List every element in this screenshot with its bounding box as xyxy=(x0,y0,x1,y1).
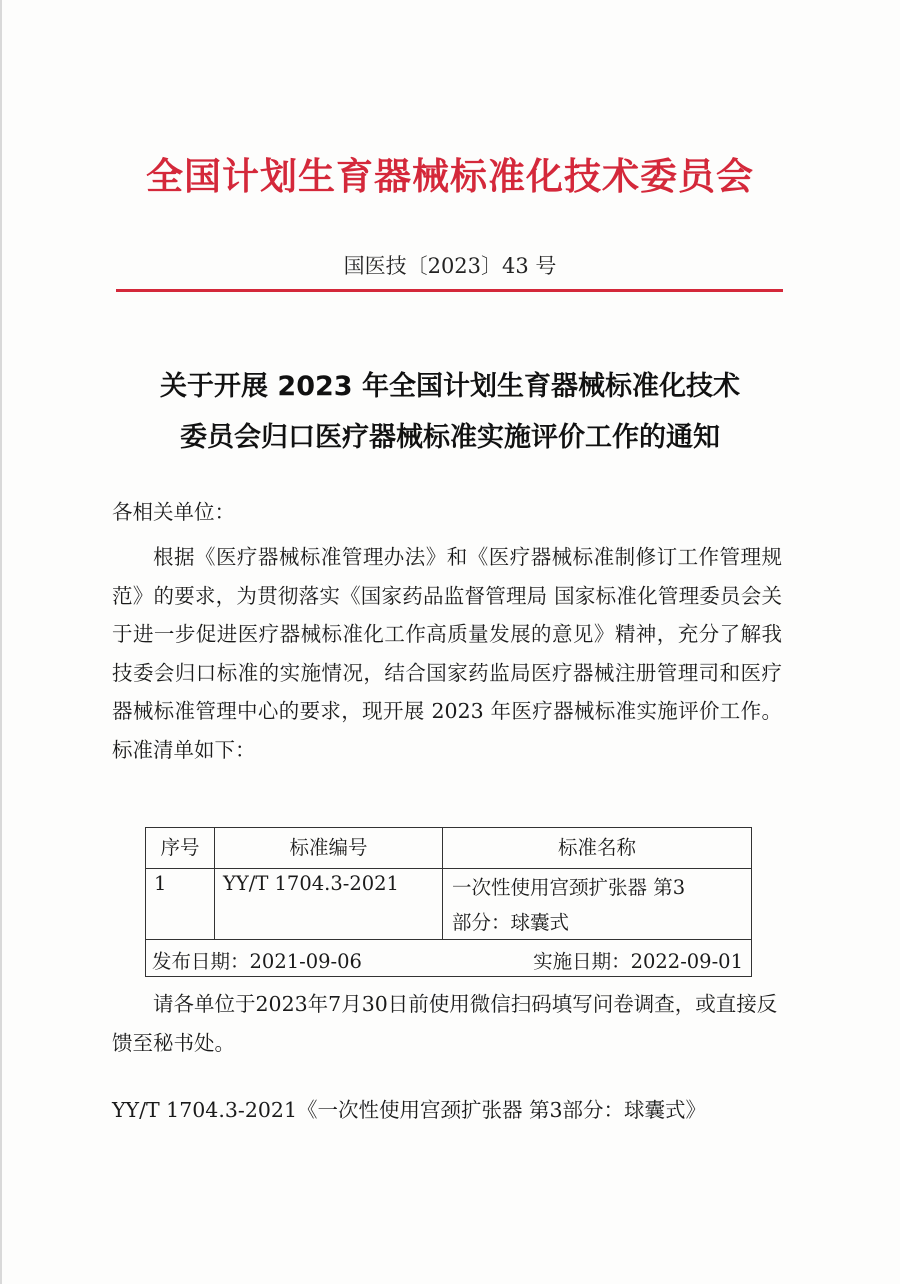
letterhead-org-name: 全国计划生育器械标准化技术委员会 xyxy=(146,154,754,198)
notice-title-line-1: 关于开展 2023 年全国计划生育器械标准化技术 xyxy=(160,371,740,402)
followup-paragraph: 请各单位于2023年7月30日前使用微信扫码填写问卷调查，或直接反馈至秘书处。 xyxy=(112,992,778,1055)
body-paragraph: 根据《医疗器械标准管理办法》和《医疗器械标准制修订工作管理规范》的要求，为贯彻落实《国家药品监督管理局 国家标准化管理委员会关于进一步促进医疗器械标准化工作高质量发展的意见》精神，充分了解我技委会归口标准的实施情况，结合国家药监局医疗器械注册管理司和医疗器械标准管理中心的要求，现开展 2023 年医疗器械标准实施评价工作。标准清单如下： xyxy=(112,545,782,762)
table-row-name-line-1: 一次性使用宫颈扩张器 第3 xyxy=(452,876,686,899)
table-row-seq: 1 xyxy=(154,872,167,895)
salutation: 各相关单位： xyxy=(112,500,235,524)
table-header-code: 标准编号 xyxy=(289,836,368,859)
effective-date: 实施日期：2022-09-01 xyxy=(533,950,743,973)
table-divider xyxy=(146,868,751,869)
standards-table xyxy=(145,827,752,977)
table-header-name: 标准名称 xyxy=(557,836,636,859)
table-row-code: YY/T 1704.3-2021 xyxy=(223,872,399,895)
notice-title-line-2: 委员会归口医疗器械标准实施评价工作的通知 xyxy=(180,422,720,453)
letterhead-divider xyxy=(116,289,783,292)
table-divider xyxy=(442,828,443,939)
survey-standard-title: YY/T 1704.3-2021《一次性使用宫颈扩张器 第3部分：球囊式》 xyxy=(112,1098,707,1122)
document-number: 国医技〔2023〕43 号 xyxy=(343,254,557,278)
table-divider xyxy=(146,939,751,940)
table-header-seq: 序号 xyxy=(160,836,200,859)
table-row-name-line-2: 部分：球囊式 xyxy=(452,911,570,934)
notice-title xyxy=(90,361,810,463)
publish-date: 发布日期：2021-09-06 xyxy=(152,950,362,973)
